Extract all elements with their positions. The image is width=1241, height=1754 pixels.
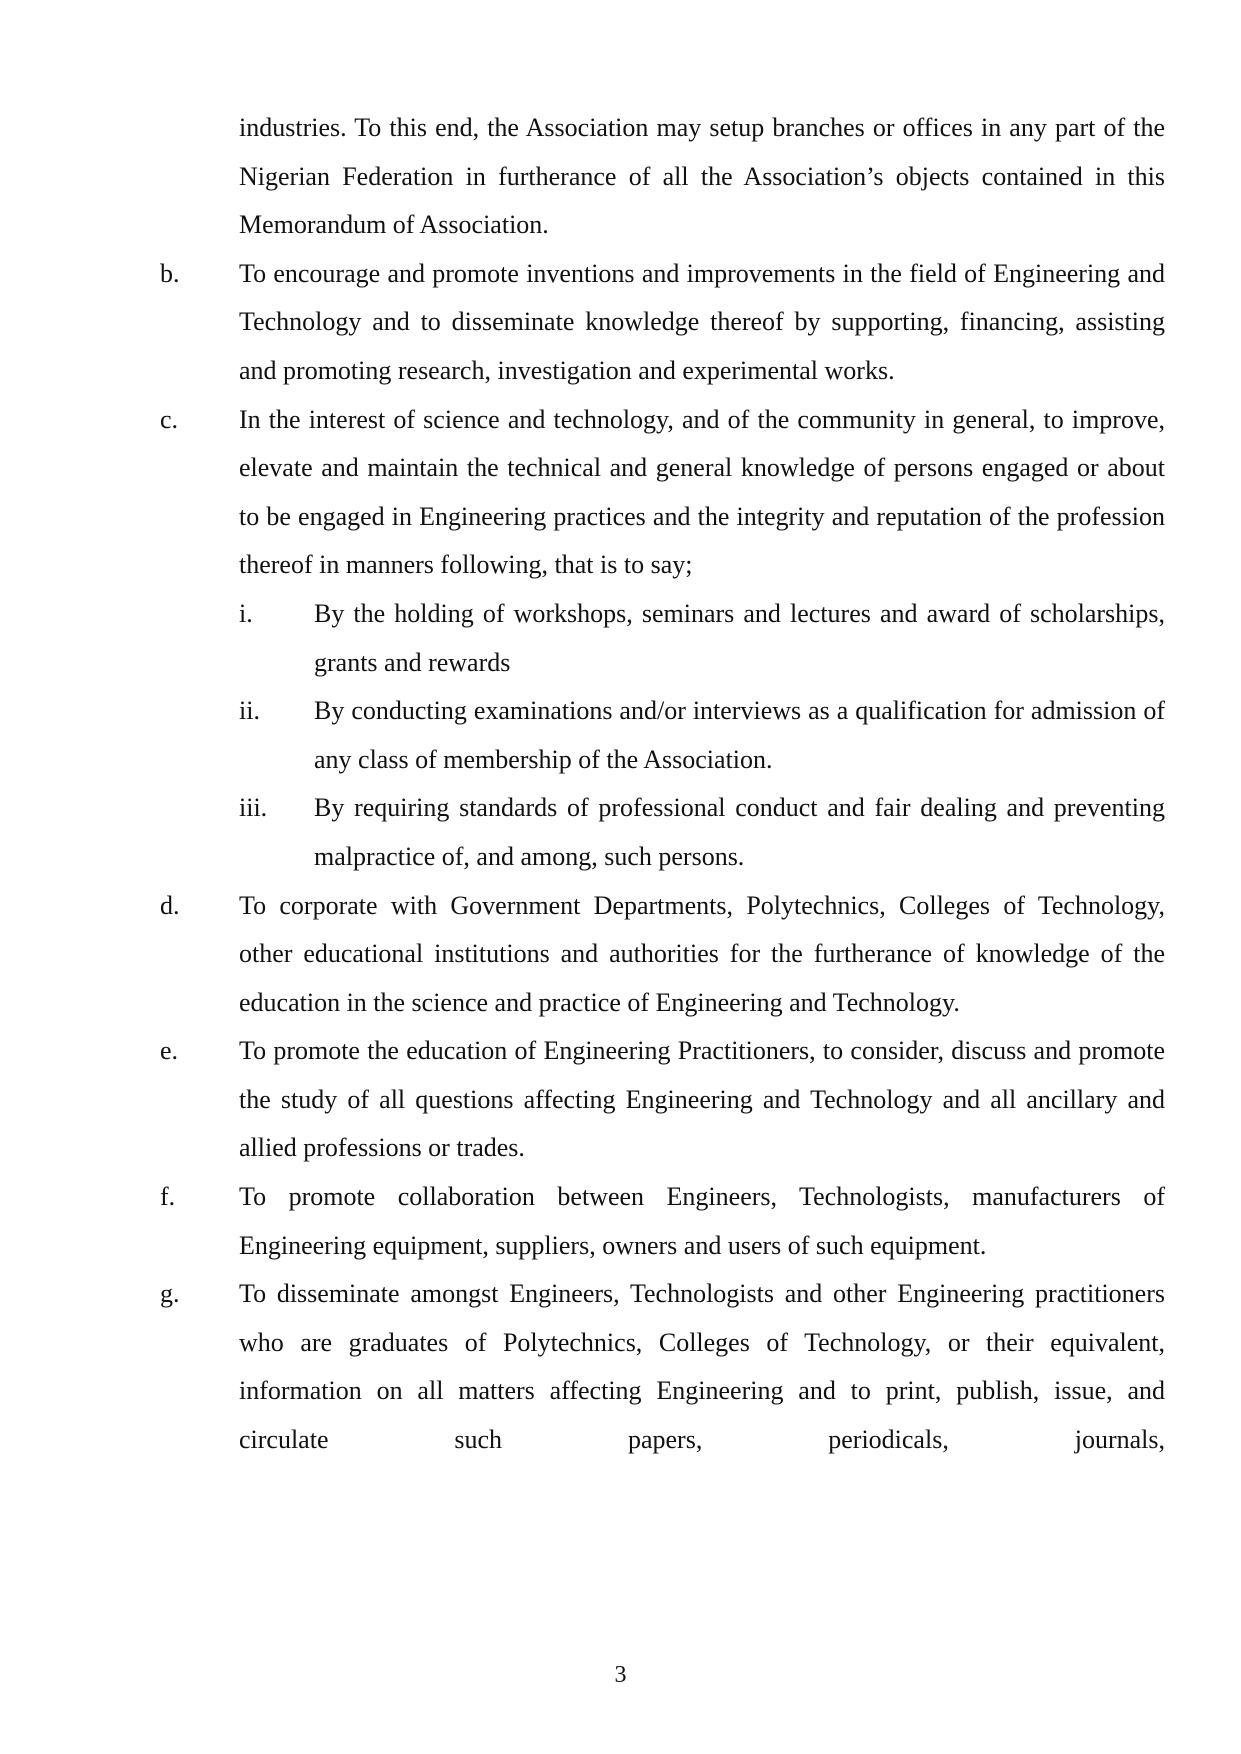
sub-list-item-i [239,590,1165,687]
list-item-b [160,250,1165,396]
paragraph-text: In the interest of science and technology, and of the community in general, to improve, elevate and maintain the technical and general knowledge of persons engaged or about to be engaged in Engineering practices and the integrity and reputation of the profession thereof in manners following, that is to say; [239,404,1165,580]
list-item-a-continuation [160,104,1165,250]
paragraph-text: To disseminate amongst Engineers, Technologists and other Engineering practitioners who are graduates of Polytechnics, Colleges of Technology, or their equivalent, information on all matters affecting Engineering and to print, publish, issue, and circulate such papers, periodicals, journals, [239,1279,1165,1455]
sub-paragraph-text: By requiring standards of professional conduct and fair dealing and preventing malpractice of, and among, such persons. [314,793,1165,871]
list-item-c [160,396,1165,882]
document-body [160,104,1165,1465]
list-item-g [160,1270,1165,1464]
list-marker: g. [160,1279,180,1309]
sub-list-item-iii [239,784,1165,881]
list-marker: e. [160,1036,179,1066]
list-marker: f. [160,1182,176,1212]
list-item-d [160,882,1165,1028]
list-marker: b. [160,258,180,288]
sub-list-marker: i. [239,598,253,628]
paragraph-text: industries. To this end, the Association may setup branches or offices in any part of the Nigerian Federation in furtherance of all the Association’s objects contained in this Memorandum of Association. [239,113,1165,240]
sub-list-marker: iii. [239,793,268,823]
paragraph-text: To corporate with Government Departments, Polytechnics, Colleges of Technology, other educational institutions and authorities for the furtherance of knowledge of the education in the science and practice of Engineering and Technology. [239,890,1165,1017]
list-marker: d. [160,890,180,920]
sub-list-marker: ii. [239,696,260,726]
sub-list-item-ii [239,687,1165,784]
paragraph-text: To promote the education of Engineering Practitioners, to consider, discuss and promote the study of all questions affecting Engineering and Technology and all ancillary and allied professions or trades. [239,1036,1165,1163]
paragraph-text: To promote collaboration between Engineers, Technologists, manufacturers of Engineering equipment, suppliers, owners and users of such equipment. [239,1182,1165,1260]
sub-paragraph-text: By conducting examinations and/or interviews as a qualification for admission of any class of membership of the Association. [314,696,1165,774]
list-item-f [160,1173,1165,1270]
page-number: 3 [614,1662,627,1688]
paragraph-text: To encourage and promote inventions and improvements in the field of Engineering and Technology and to disseminate knowledge thereof by supporting, financing, assisting and promoting research, investigation and experimental works. [239,258,1165,385]
sub-paragraph-text: By the holding of workshops, seminars and lectures and award of scholarships, grants and rewards [314,598,1165,677]
list-marker: c. [160,404,179,434]
list-item-e [160,1027,1165,1173]
